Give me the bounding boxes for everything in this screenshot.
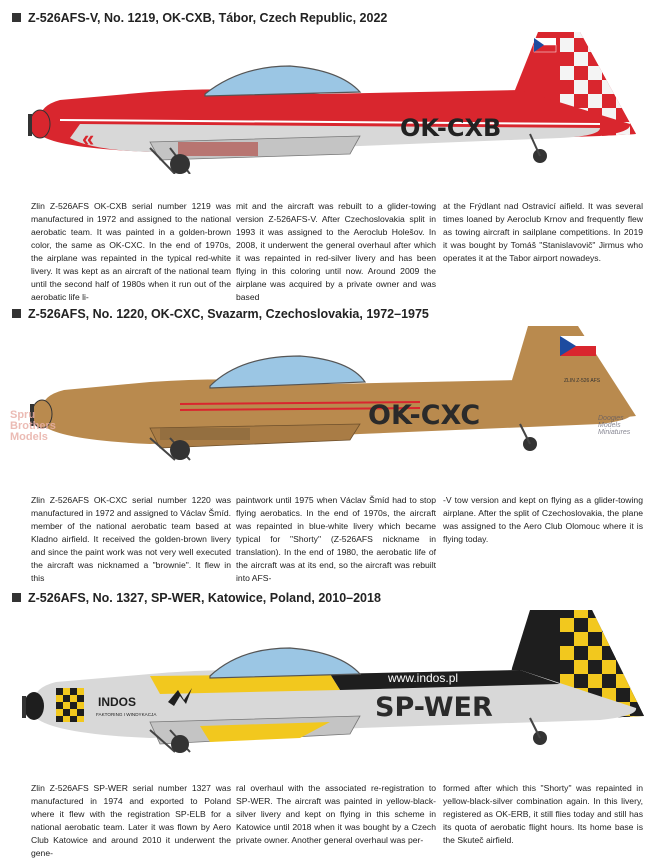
section-heading-ok-cxc bbox=[12, 307, 429, 321]
heading-text: Z-526AFS-V, No. 1219, OK-CXB, Tábor, Czech Republic, 2022 bbox=[28, 11, 388, 25]
text-column-3: -V tow version and kept on flying as a glider-towing airplane. After the split of Czechoslovakia, the plane was assigned to the Aero Club Olomouc where it is flying today. bbox=[443, 495, 643, 544]
plane-profile-ok-cxc bbox=[0, 320, 670, 470]
tail-type-text: ZLIN Z-526 AFS bbox=[564, 378, 601, 384]
heading-text: Z-526AFS, No. 1327, SP-WER, Katowice, Poland, 2010–2018 bbox=[28, 591, 381, 605]
canopy bbox=[205, 66, 360, 96]
text-column-3: at the Frýdlant nad Ostravicí aifield. It was several times loaned by Aeroclub Krnov and frequently flew as towing aircraft in sailplane competitions. In 2019 it was bought by Tomáš "Stanislavovič" Jirmus who operates it at the Tabor airport nowadeys. bbox=[443, 201, 643, 263]
registration-mark: OK-CXB bbox=[400, 114, 502, 142]
website-text: www.indos.pl bbox=[388, 671, 459, 685]
text-column-1: Zlin Z-526AFS OK-CXB serial number 1219 was manufactured in 1972 and assigned to the national aerobatic team. It was painted in a golden-brown color, the same as OK-CXC. In the end of 1970s, the airplane was repainted in the typical red-white livery. It was kept as an aircraft of the national team until the second half of 1980s when it run out of the aerobatic life li- bbox=[31, 201, 231, 302]
text-column-1: Zlin Z-526AFS OK-CXC serial number 1220 was manufactured in 1972 and assigned to Václav Šmíd. member of the national aerobatic team based at Kladno airfield. It received the golden-brown livery and since the paint work was not very well executed the aircraft was nicknamed a "brownie". It flew in this bbox=[31, 495, 231, 583]
propeller-spinner bbox=[30, 110, 50, 138]
heading-text: Z-526AFS, No. 1220, OK-CXC, Svazarm, Czechoslovakia, 1972–1975 bbox=[28, 307, 429, 321]
plane-profile-ok-cxb bbox=[0, 24, 670, 174]
section-heading-sp-wer bbox=[12, 591, 381, 605]
canopy bbox=[210, 356, 365, 388]
text-column-1: Zlin Z-526AFS SP-WER serial number 1327 was manufactured in 1974 and exported to Poland where it flew with the registration SP-ELB for a national aerobatic team. Later it was flown by Aero Club Katowice and around 2010 it underwent the gene- bbox=[31, 783, 231, 858]
plane-profile-sp-wer bbox=[0, 604, 670, 754]
czech-flag bbox=[560, 336, 596, 356]
watermark-left: Spru Brothers Models bbox=[10, 409, 56, 443]
nose-chevrons: « bbox=[82, 126, 95, 151]
watermark-right: Doogies Models Miniatures bbox=[598, 415, 631, 436]
registration-mark: OK-CXC bbox=[368, 400, 481, 431]
heading-bullet bbox=[12, 593, 21, 602]
section-heading-ok-cxb bbox=[12, 11, 387, 25]
indos-brand: INDOS bbox=[98, 695, 137, 709]
canopy bbox=[210, 648, 360, 678]
heading-bullet bbox=[12, 309, 21, 318]
propeller-spinner bbox=[24, 692, 44, 720]
registration-mark: SP-WER bbox=[375, 692, 493, 723]
text-column-2: mit and the aircraft was rebuilt to a glider-towing version Z-526AFS-V. After Czechoslovakia split in 1993 it was assigned to the Aeroclub Holešov. In 2008, it underwent the general overhaul after which it was repainted in red-silver livery and has been flying in this coloring until now. Around 2009 the airplane was acquired by a private owner and was based bbox=[236, 201, 436, 302]
text-column-3: formed after which this "Shorty" was repainted in yellow-black-silver combination again. In this livery, registered as OK-ERB, it still flies today and still has its quota of aerobatic flight hours. Its home base is the Skuteč airfield. bbox=[443, 783, 643, 845]
indos-brand-sub: FAKTORING I WINDYKACJA bbox=[96, 712, 157, 717]
text-column-2: ral overhaul with the associated re-registration to SP-WER. The aircraft was painted in yellow-black-silver livery and kept on flying in this scheme in Katowice until 2018 when it was bought by a Czech private owner. Another general overhaul was per- bbox=[236, 783, 436, 845]
heading-bullet bbox=[12, 13, 21, 22]
czech-flag bbox=[534, 38, 556, 52]
text-column-2: paintwork until 1975 when Václav Šmíd had to stop flying aerobatics. In the end of 1970s, the aircraft was repainted in blue-white livery which became typical for "Shorty" (Z-526AFS nickname in translation). In the end of 1980, the aerobatic life of the aircraft was at its end, so the aircraft was rebuilt into AFS- bbox=[236, 495, 436, 583]
